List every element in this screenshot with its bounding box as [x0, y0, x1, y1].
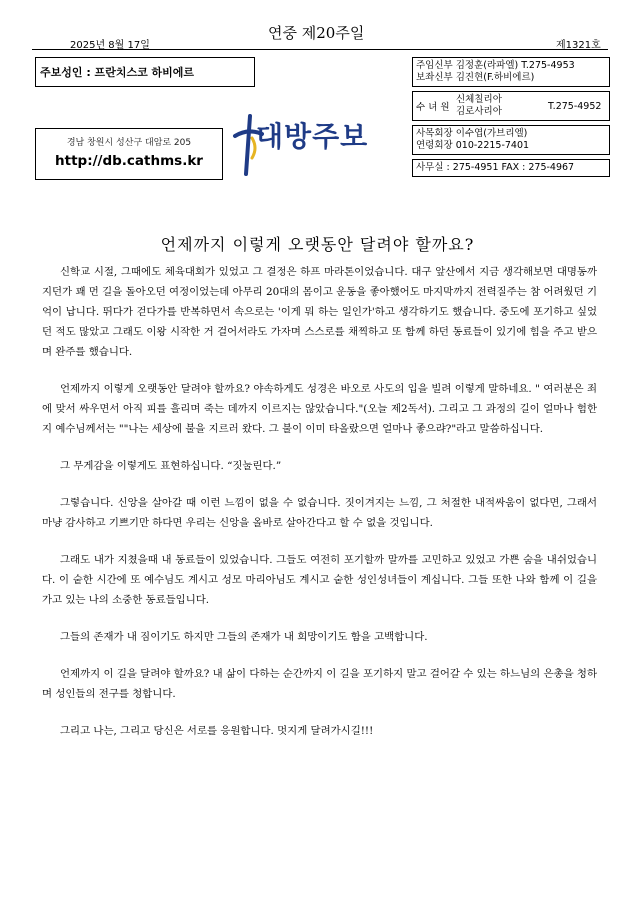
article-title: 언제까지 이렇게 오랫동안 달려야 할까요?	[160, 235, 475, 254]
office-contact: 사무실 : 275-4951 FAX : 275-4967	[416, 162, 575, 173]
assistant-info: 보좌신부 김진현(F.하비에르)	[416, 72, 535, 83]
priests-box	[412, 57, 610, 87]
convent-box	[412, 91, 610, 121]
staff-info	[412, 57, 610, 181]
paragraph: 그리고 나는, 그리고 당신은 서로를 응원합니다. 멋지게 달려가시길!!!	[60, 725, 374, 737]
convent-label: 수 녀 원	[416, 102, 450, 113]
issue-number: 제1321호	[556, 40, 601, 51]
parish-address: 경남 창원시 성산구 대암로 205	[66, 138, 192, 148]
paragraph: 언제까지 이 길을 달려야 할까요? 내 삶이 다하는 순간까지 이 길을 포기하지 말고 걸어갈 수 있는 하느님의 은총을 청하며 성인들의 전구를 청합니다.	[42, 668, 597, 700]
nun-name: 신체칠리아	[456, 94, 502, 105]
issue-date: 2025년 8월 17일	[70, 40, 150, 51]
council-president: 사목회장 이수엽(가브리엘)	[416, 128, 528, 139]
parish-url[interactable]: http://db.cathms.kr	[55, 153, 203, 169]
council-box	[412, 125, 610, 155]
patron-saint-box: 주보성인 : 프란치스코 하비에르	[35, 57, 255, 87]
paragraph: 언제까지 이렇게 오랫동안 달려야 할까요? 야속하게도 성경은 바오로 사도의 입을 빌려 이렇게 말하네요. " 여러분은 죄에 맞서 싸우면서 아직 피를 흘리며 죽는 데까지 이르지는 않았습니다."(오늘 제2독서). 그리고 그 과정의 길이 얼마나 험한지 예수님께서는 ""나는 세상에 불을 지르러 왔다. 그 불이 이미 타올랐으면 얼마나 좋으랴?"라고 말씀하십니다.	[42, 383, 597, 435]
article-body	[42, 262, 597, 758]
liturgical-week: 연중 제20주일	[268, 24, 365, 42]
paragraph: 그들의 존재가 내 짐이기도 하지만 그들의 존재가 내 희망이기도 함을 고백합니다.	[60, 631, 428, 643]
paragraph: 그래도 내가 지쳤을때 내 동료들이 있었습니다. 그들도 여전히 포기할까 말까를 고민하고 있었고 가쁜 숨을 내쉬었습니다. 이 숱한 시간에 또 예수님도 계시고 성모 마리아님도 계시고 숱한 성인성녀들이 계십니다. 그들 또한 나와 함께 이 길을 가고 있는 나의 소중한 동료들입니다.	[42, 554, 597, 606]
header-divider	[32, 49, 608, 50]
paragraph: 그렇습니다. 신앙을 살아갈 때 이런 느낌이 없을 수 없습니다. 짓이겨지는 느낌, 그 처절한 내적싸움이 없다면, 그래서 마냥 감사하고 기쁘기만 하다면 우리는 신앙을 올바로 살아간다고 할 수 없을 것입니다.	[42, 497, 597, 529]
address-box	[35, 128, 223, 180]
association-president: 연령회장 010-2215-7401	[416, 140, 530, 151]
bulletin-logo-text: 대방주보	[256, 120, 369, 153]
convent-phone: T.275-4952	[548, 100, 602, 112]
office-box	[412, 159, 610, 177]
nun-name: 김로사리아	[456, 106, 502, 117]
paragraph: 신학교 시절, 그때에도 체육대회가 있었고 그 결정은 하프 마라톤이었습니다. 대구 앞산에서 지금 생각해보면 대명동까지던가 꽤 먼 길을 돌아오던 여정이었는데 아무리 20대의 몸이고 운동을 좋아했어도 마지막까지 전력질주는 참 어려웠던 기억이 납니다. 뛰다가 걷다가를 반복하면서 속으로는 '이게 뭐 하는 일인가'하고 생각하기도 했습니다. 중도에 포기하고 싶었던 적도 많았고 그래도 이왕 시작한 거 걸어서라도 가자며 스스로를 채찍하고 또 함께 하던 동료들이 있기에 힘을 주고 받으며 완주를 했습니다.	[42, 266, 597, 358]
paragraph: 그 무게감을 이렇게도 표현하십니다. “짓눌린다.”	[60, 460, 282, 472]
pastor-info: 주임신부 김정훈(라파엘) T.275-4953	[416, 60, 575, 71]
